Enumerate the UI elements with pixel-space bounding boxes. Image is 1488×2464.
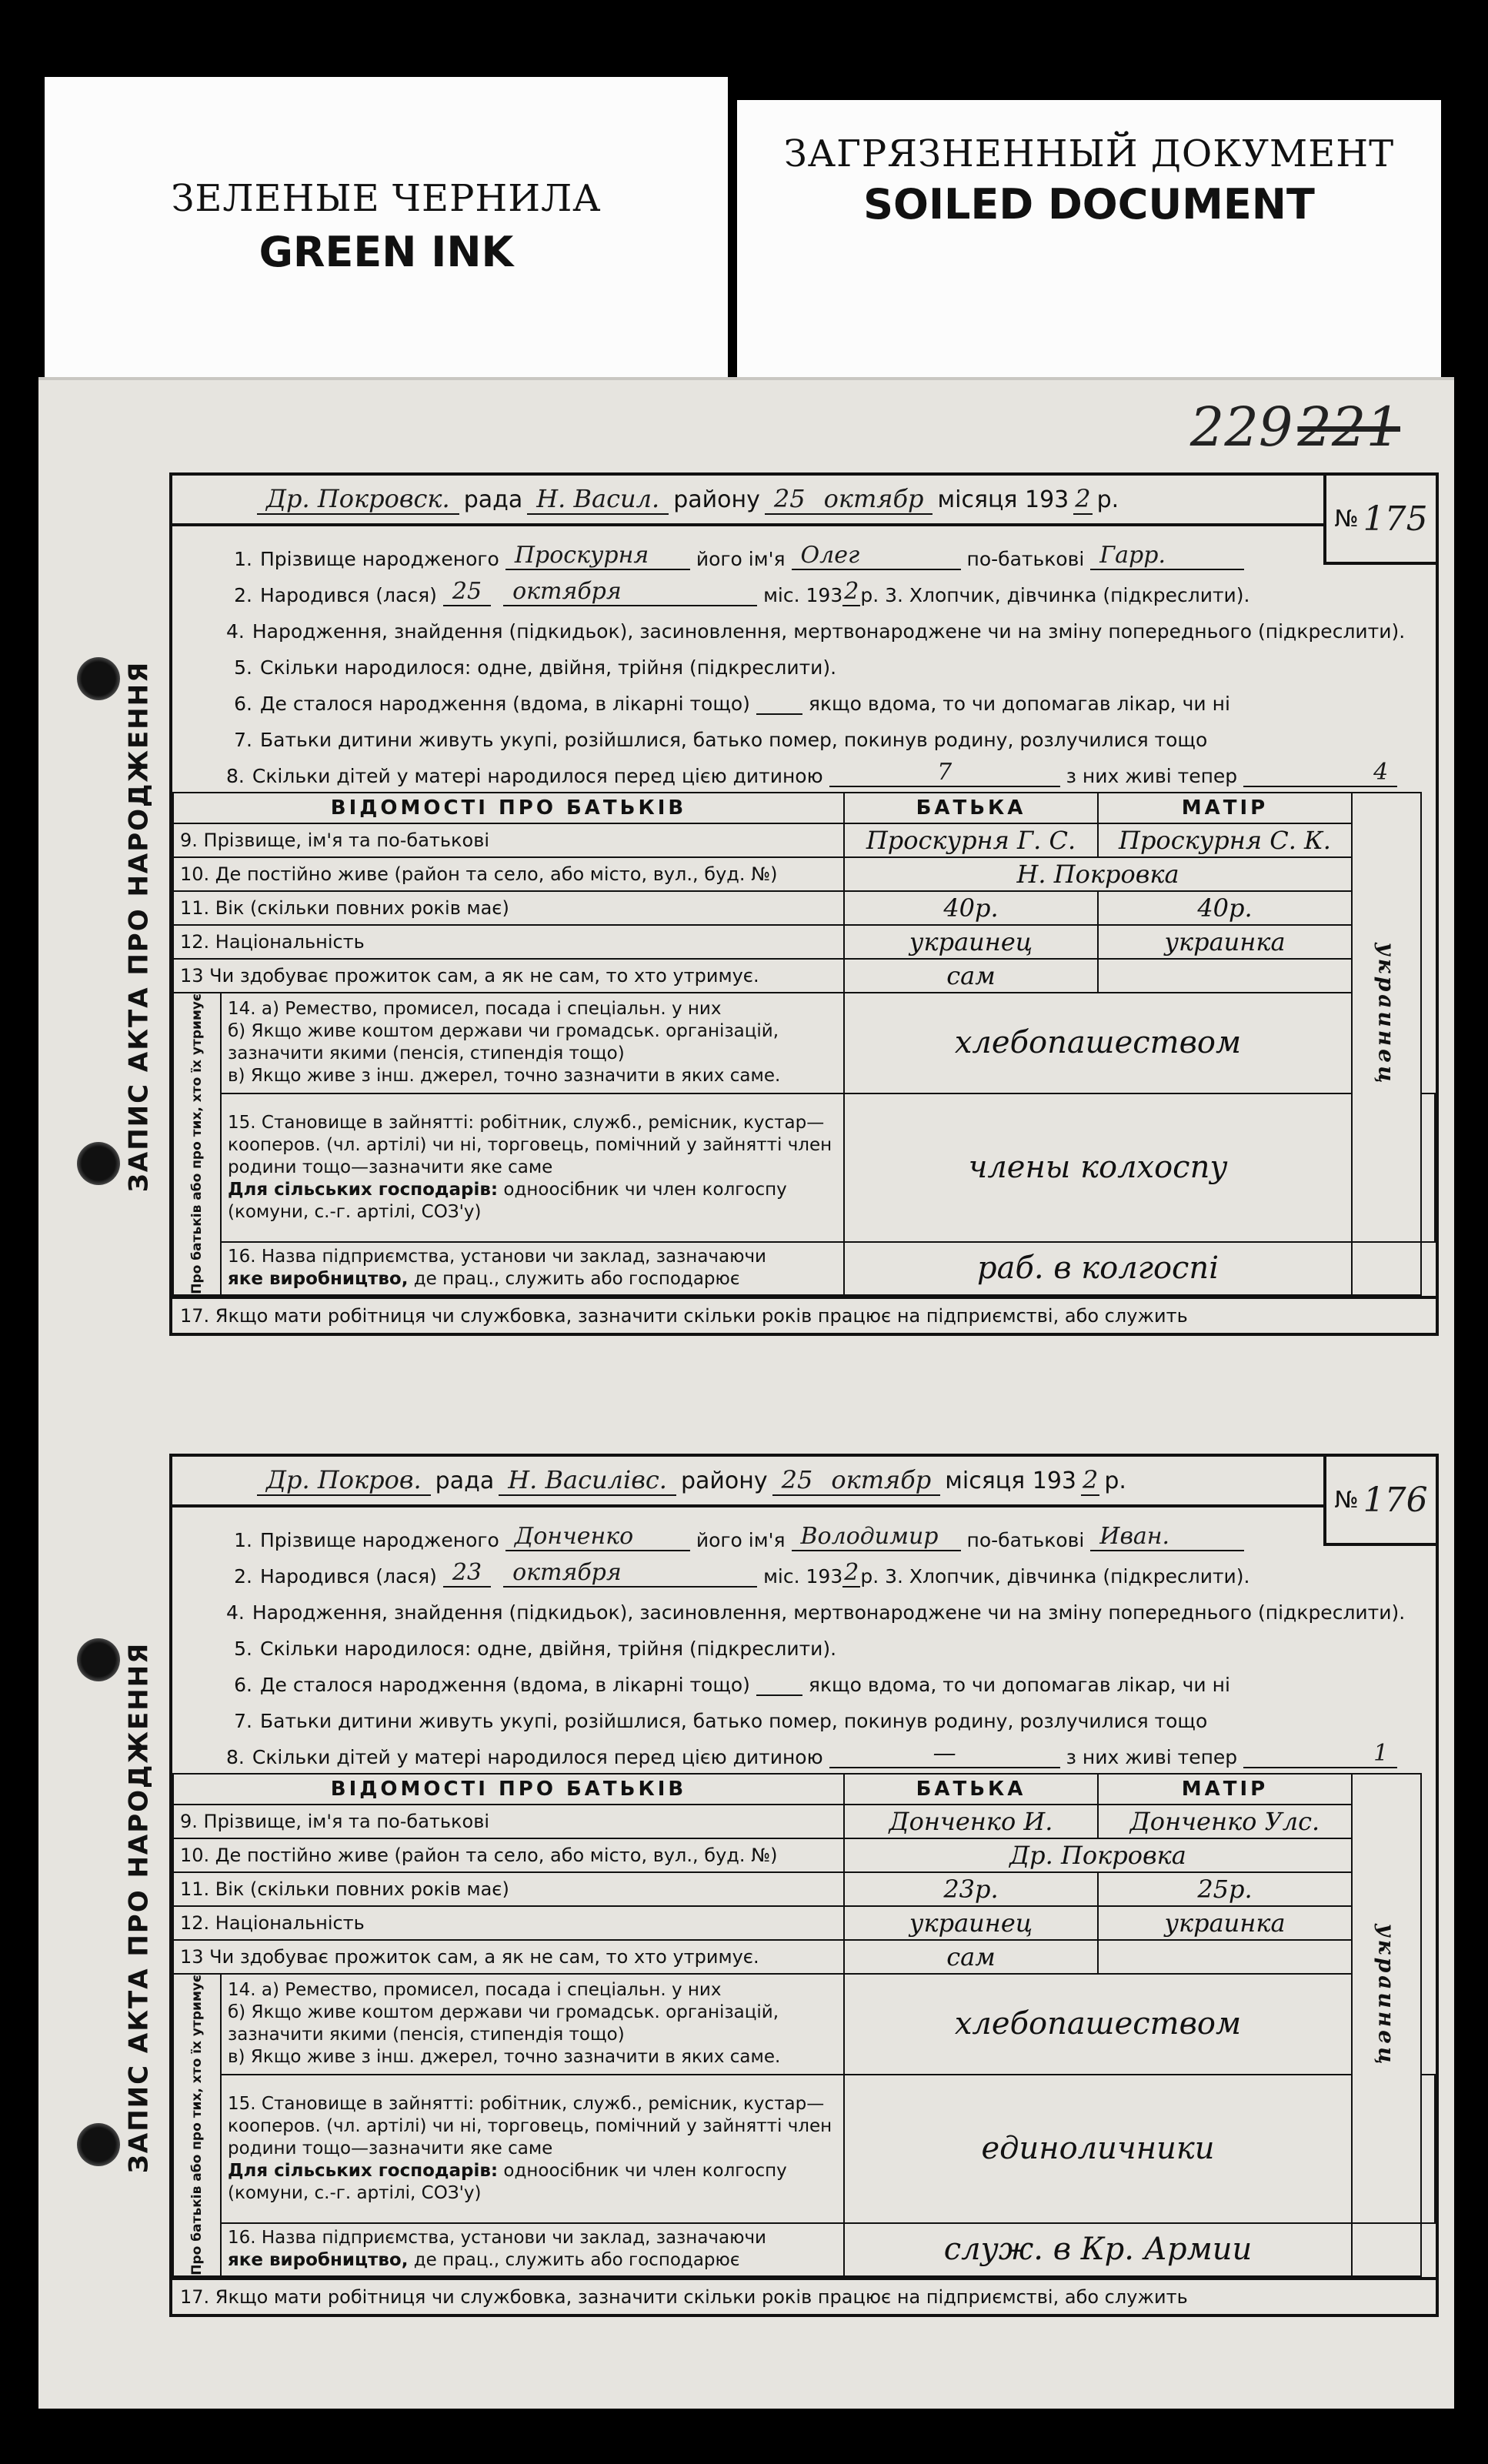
village-council-value: Др. Покров.	[257, 1465, 431, 1496]
margin-column: украинец	[1352, 793, 1421, 1242]
registration-day: 25	[765, 484, 815, 515]
record-header: Др. Покровск. рада Н. Васил. району 25 октябр місяця 193 2 р. № 175	[172, 476, 1436, 526]
soiled-document-ru: ЗАГРЯЗНЕННЫЙ ДОКУМЕНТ	[783, 132, 1395, 175]
children-alive: 1	[1243, 1740, 1397, 1768]
mother-name: Донченко Улс.	[1098, 1805, 1352, 1838]
q6-row: 6. Де сталося народження (вдома, в лікарні тощо) якщо вдома, то чи допомагав лікар, чи ні	[234, 1674, 1230, 1696]
q5-row: 5. Скільки народилося: одне, двійня, трійня (підкреслити).	[234, 1638, 837, 1660]
q8-row: 8. Скільки дітей у матері народилося перед цією дитиною 7 з них живі тепер 4	[226, 751, 1305, 787]
soiled-document-en: SOILED DOCUMENT	[863, 180, 1315, 229]
q1-row: 1. Прізвище народженого Проскурня його ім'я Олег по-батькові Гарр.	[226, 534, 1305, 570]
father-age: 23р.	[844, 1872, 1098, 1906]
children-before: —	[829, 1740, 1060, 1768]
folio-number: 229221	[1189, 396, 1400, 459]
birth-month: октября	[503, 578, 757, 606]
record-number: 175	[1363, 499, 1428, 539]
q4-row: 4. Народження, знайдення (підкидьок), засиновлення, мертвонароджене чи на зміну попереднього (підкреслити).	[226, 1601, 1406, 1624]
side-label-cell: Про батьків або про тих, хто їх утримує	[173, 993, 221, 1295]
q1-row: 1. Прізвище народженого Донченко його ім'я Володимир по-батькові Иван.	[226, 1515, 1305, 1551]
child-patronymic: Гарр.	[1090, 542, 1244, 570]
district-value: Н. Васил.	[527, 484, 669, 515]
parents-table: ВІДОМОСТІ ПРО БАТЬКІВ БАТЬКА МАТІР украинец 9. Прізвище, ім'я та по-батькові Донченко И. Донченко Улс. 10. Де постійно живе (район та село, або місто, вул., буд. №) Др. Покровка 11. Вік (скільки повних років має) 23р. 25р. 12. Національність украинец украинка 13 Чи здобуває прожиток сам, а як не сам, то хто утримує. сам Про батьків або про тих, хто їх утримує 14. а) Ремество, промисел, посада і спеціальн. у них б) Якщо живе коштом держави чи громадськ. організацій, зазначити якими (пенсія, стипендія тощо) в) Якщо живе з інш. джерел, точно зазначити в яких саме. хлебопашеством 15. Становище в зайнятті: робітник, служб., ремісник, кустар—кооперов. (чл. артілі) чи ні, торговець, помічний у зайнятті член родини тощо—зазначити яке саме Для сільських господарів: одноосібник чи член колгоспу (комуни, с.-г. артілі, СОЗ'у) единоличники 16. Назва підприємства, установи чи заклад, зазначаючи яке виробництво, де прац., служить або господарює служ. в Кр. Армии	[172, 1773, 1436, 2277]
registration-day: 25	[772, 1465, 822, 1496]
birth-year: 2	[844, 578, 859, 605]
q17-row: 17. Якщо мати робітниця чи службовка, зазначити скільки років працює на підприємстві, або служить	[172, 1296, 1436, 1333]
q2-row: 2. Народився (лася) 25 октября міс. 193 2 р. 3. Хлопчик, дівчинка (підкреслити).	[234, 578, 1250, 606]
occupation: хлебопашеством	[844, 1974, 1352, 2075]
green-ink-ru: ЗЕЛЕНЫЕ ЧЕРНИЛА	[171, 177, 602, 220]
q8-row: 8. Скільки дітей у матері народилося перед цією дитиною — з них живі тепер 1	[226, 1732, 1305, 1768]
parents-table: ВІДОМОСТІ ПРО БАТЬКІВ БАТЬКА МАТІР украинец 9. Прізвище, ім'я та по-батькові Проскурня Г. С. Проскурня С. К. 10. Де постійно живе (район та село, або місто, вул., буд. №) Н. Покровка 11. Вік (скільки повних років має) 40р. 40р. 12. Національність украинец украинка 13 Чи здобуває прожиток сам, а як не сам, то хто утримує. сам Про батьків або про тих, хто їх утримує 14. а) Ремество, промисел, посада і спеціальн. у них б) Якщо живе коштом держави чи громадськ. організацій, зазначити якими (пенсія, стипендія тощо) в) Якщо живе з інш. джерел, точно зазначити в яких саме. хлебопашеством 15. Становище в зайнятті: робітник, служб., ремісник, кустар—кооперов. (чл. артілі) чи ні, торговець, помічний у зайнятті член родини тощо—зазначити яке саме Для сільських господарів: одноосібник чи член колгоспу (комуни, с.-г. артілі, СОЗ'у) члены колхоспу 16. Назва підприємства, установи чи заклад, зазначаючи яке виробництво, де прац., служить або господарює раб. в колгоспі	[172, 792, 1436, 1296]
q7-row: 7. Батьки дитини живуть укупі, розійшлися, батько помер, покинув родину, розлучилися тощо	[234, 729, 1208, 751]
q17-row: 17. Якщо мати робітниця чи службовка, зазначити скільки років працює на підприємстві, або служить	[172, 2277, 1436, 2314]
side-label-cell: Про батьків або про тих, хто їх утримує	[173, 1974, 221, 2276]
record-number-box: № 175	[1323, 472, 1439, 565]
spine-title: ЗАПИС АКТА ПРО НАРОДЖЕННЯ	[123, 660, 155, 1193]
birth-record	[123, 472, 1439, 1336]
father-nationality: украинец	[844, 1906, 1098, 1940]
father-column-header: БАТЬКА	[844, 793, 1098, 823]
father-column-header: БАТЬКА	[844, 1774, 1098, 1805]
q2-row: 2. Народився (лася) 23 октября міс. 193 2 р. 3. Хлопчик, дівчинка (підкреслити).	[234, 1559, 1250, 1588]
children-before: 7	[829, 759, 1060, 787]
q6-row: 6. Де сталося народження (вдома, в лікарні тощо) якщо вдома, то чи допомагав лікар, чи ні	[234, 693, 1230, 715]
record-frame	[169, 1454, 1439, 2317]
green-ink-en: GREEN INK	[259, 228, 514, 276]
mother-nationality: украинка	[1098, 1906, 1352, 1940]
record-frame	[169, 472, 1439, 1336]
child-surname: Донченко	[505, 1523, 690, 1551]
spine-title: ЗАПИС АКТА ПРО НАРОДЖЕННЯ	[123, 1641, 155, 2174]
parents-residence: Н. Покровка	[844, 857, 1352, 891]
child-surname: Проскурня	[505, 542, 690, 570]
parents-header: ВІДОМОСТІ ПРО БАТЬКІВ	[173, 793, 844, 823]
mother-column-header: МАТІР	[1098, 1774, 1352, 1805]
means-of-support: сам	[844, 1940, 1098, 1974]
village-council-value: Др. Покровск.	[257, 484, 459, 515]
mother-name: Проскурня С. К.	[1098, 823, 1352, 857]
birth-register-page	[38, 377, 1454, 2409]
children-alive: 4	[1243, 759, 1397, 787]
q7-row: 7. Батьки дитини живуть укупі, розійшлися, батько помер, покинув родину, розлучилися тощо	[234, 1710, 1208, 1732]
workplace: служ. в Кр. Армии	[844, 2223, 1352, 2276]
registration-year: 2	[1083, 1465, 1099, 1494]
birth-day: 23	[443, 1559, 491, 1588]
mother-age: 40р.	[1098, 891, 1352, 925]
birth-day: 25	[443, 578, 491, 606]
mother-age: 25р.	[1098, 1872, 1352, 1906]
margin-column: украинец	[1352, 1774, 1421, 2223]
birth-month: октября	[503, 1559, 757, 1588]
employment-status: члены колхоспу	[844, 1093, 1352, 1242]
occupation: хлебопашеством	[844, 993, 1352, 1093]
father-name: Проскурня Г. С.	[844, 823, 1098, 857]
child-patronymic: Иван.	[1090, 1523, 1244, 1551]
means-of-support: сам	[844, 959, 1098, 993]
child-questions	[172, 526, 1436, 792]
registration-month: октябр	[822, 1465, 940, 1496]
mother-column-header: МАТІР	[1098, 793, 1352, 823]
record-header: Др. Покров. рада Н. Василівс. району 25 октябр місяця 193 2 р. № 176	[172, 1457, 1436, 1507]
birth-record	[123, 1454, 1439, 2317]
q5-row: 5. Скільки народилося: одне, двійня, трійня (підкреслити).	[234, 656, 837, 679]
employment-status: единоличники	[844, 2075, 1352, 2223]
child-first-name: Володимир	[792, 1523, 961, 1551]
q4-row: 4. Народження, знайдення (підкидьок), засиновлення, мертвонароджене чи на зміну попереднього (підкреслити).	[226, 620, 1406, 643]
mother-nationality: украинка	[1098, 925, 1352, 959]
child-questions	[172, 1507, 1436, 1773]
record-number: 176	[1363, 1480, 1428, 1520]
record-number-box: № 176	[1323, 1454, 1439, 1546]
father-nationality: украинец	[844, 925, 1098, 959]
workplace: раб. в колгоспі	[844, 1242, 1352, 1295]
registration-year: 2	[1075, 484, 1091, 513]
parents-header: ВІДОМОСТІ ПРО БАТЬКІВ	[173, 1774, 844, 1805]
birth-year: 2	[844, 1559, 859, 1586]
district-value: Н. Василівс.	[499, 1465, 676, 1496]
child-first-name: Олег	[792, 542, 961, 570]
father-age: 40р.	[844, 891, 1098, 925]
father-name: Донченко И.	[844, 1805, 1098, 1838]
parents-residence: Др. Покровка	[844, 1838, 1352, 1872]
registration-month: октябр	[815, 484, 933, 515]
